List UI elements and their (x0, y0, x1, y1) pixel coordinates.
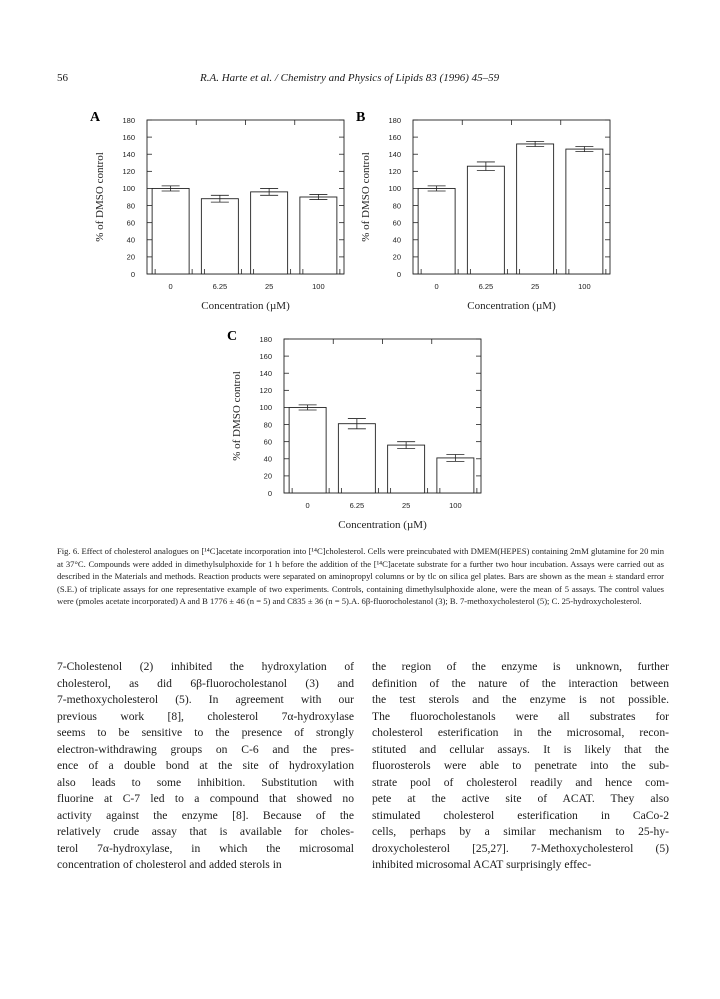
body-text-line: ence of a double bond at the site of hydroxylation (57, 759, 354, 772)
body-text-line: cholesterol, as did 6β-fluorocholestanol (3) and (57, 676, 354, 690)
x-tick-label: 100 (578, 282, 591, 291)
x-axis-title: Concentration (µM) (467, 300, 556, 312)
body-text-line: The fluorocholestanols were all substrates for (372, 709, 669, 723)
x-tick-label: 0 (305, 501, 310, 510)
x-axis-title: Concentration (µM) (338, 519, 427, 531)
body-text-line: electron-withdrawing groups on C-6 and the pres- (57, 742, 354, 756)
body-text-line: fluorine at C-7 led to a compound that showed no (57, 792, 354, 805)
body-text-line: definition of the nature of the interaction between (372, 676, 669, 690)
panel-letter: A (90, 110, 101, 125)
bar-chart-b (356, 108, 621, 323)
bar (418, 188, 455, 274)
y-tick-label: 100 (259, 403, 272, 413)
y-tick-label: 20 (126, 252, 135, 262)
body-text-line: 7-methoxycholesterol (5). In agreement with our (57, 693, 354, 706)
bar (388, 445, 425, 493)
y-tick-label: 180 (388, 115, 401, 125)
bar (300, 197, 337, 274)
body-text-line: fluorosterols were able to penetrate into the sub- (372, 759, 669, 772)
body-column-left (57, 659, 354, 874)
body-text-line: also leads to some inhibition. Substitution with (57, 775, 354, 789)
y-tick-label: 140 (388, 150, 401, 160)
body-text-line: activity against the enzyme [8]. Because of the (57, 808, 354, 822)
x-tick-label: 0 (168, 282, 173, 291)
body-text-line: relatively crude assay that is available for choles- (57, 825, 354, 838)
body-text-line: inhibited microsomal ACAT surprisingly effec- (372, 858, 592, 871)
y-tick-label: 120 (259, 386, 272, 396)
x-tick-label: 6.25 (349, 501, 365, 510)
y-tick-label: 0 (130, 269, 135, 279)
y-tick-label: 40 (126, 235, 135, 245)
body-text-line: seems to be sensitive to the presence of strongly (57, 726, 354, 739)
page-number: 56 (57, 72, 68, 84)
bar (201, 199, 238, 274)
chart-panel-b (356, 108, 621, 323)
y-tick-label: 20 (392, 252, 401, 262)
panel-letter: C (227, 329, 238, 344)
body-text-line: cells, perhaps by a similar mechanism to 25-hy- (372, 825, 669, 838)
y-tick-label: 160 (388, 132, 401, 142)
body-text-line: previous work [8], cholesterol 7α-hydroxylase (57, 709, 354, 723)
y-tick-label: 60 (392, 218, 401, 228)
chart-panel-c (227, 327, 492, 542)
y-tick-label: 100 (122, 184, 135, 194)
x-tick-label: 100 (449, 501, 462, 510)
bar (338, 424, 375, 493)
figure-caption: Fig. 6. Effect of cholesterol analogues on [¹⁴C]acetate incorporation into [¹⁴C]cholesterol. Cells were preincubated with DMEM(HEPES) containing 2mM glutamine for 20 min at 37°C. Compounds were added in dimethylsulphoxide for 1 h before the addition of the [¹⁴C]acetate substrate for a further two hour incubation. Assays were carried out as described in the Materials and methods. Reaction products were separated on aminopropyl columns or by tlc on silica gel plates. Bars are shown as the mean ± standard error (S.E.) of triplicate assays for one representative example of two experiments. Controls, containing dimethylsulphoxide alone, were the mean of 5 assays. The control values were (pmoles acetate incorporated) A and B 1776 ± 46 (n = 5) and C835 ± 36 (n = 5).A. 6β-fluorocholestanol (3); B. 7-methoxycholesterol (5); C. 25-hydroxycholesterol. (57, 546, 664, 606)
y-tick-label: 60 (126, 218, 135, 228)
x-tick-label: 6.25 (212, 282, 228, 291)
body-text-line: 7-Cholestenol (2) inhibited the hydroxylation of (57, 660, 354, 673)
body-text-line: terol 7α-hydroxylase, in which the microsomal (57, 841, 354, 855)
bar (517, 144, 554, 274)
y-tick-label: 120 (388, 167, 401, 177)
y-tick-label: 80 (126, 201, 135, 211)
panel-letter: B (356, 110, 366, 125)
y-tick-label: 40 (392, 235, 401, 245)
x-axis-title: Concentration (µM) (201, 300, 290, 312)
y-tick-label: 140 (122, 150, 135, 160)
y-tick-label: 20 (263, 471, 272, 481)
bar (289, 407, 326, 493)
bar (251, 192, 288, 274)
body-text-line: cholesterol esterification in the microsomal, recon- (372, 726, 669, 739)
x-tick-label: 6.25 (478, 282, 494, 291)
y-tick-label: 100 (388, 184, 401, 194)
y-axis-title: % of DMSO control (94, 152, 106, 242)
bar-chart-a (90, 108, 355, 323)
body-text-line: stimulated cholesterol esterification in CaCo-2 (372, 808, 669, 822)
bar (152, 188, 189, 274)
y-tick-label: 0 (267, 488, 272, 498)
y-tick-label: 160 (259, 351, 272, 361)
y-axis-title: % of DMSO control (360, 152, 372, 242)
y-tick-label: 80 (392, 201, 401, 211)
y-tick-label: 160 (122, 132, 135, 142)
bar (566, 149, 603, 274)
chart-panel-a (90, 108, 355, 323)
y-axis-title: % of DMSO control (231, 371, 243, 461)
body-text-line: the region of the enzyme is unknown, further (372, 660, 669, 673)
running-head: R.A. Harte et al. / Chemistry and Physics of Lipids 83 (1996) 45–59 (200, 72, 500, 84)
body-text-line: droxycholesterol [25,27]. 7-Methoxycholesterol (5) (372, 841, 669, 855)
y-tick-label: 60 (263, 437, 272, 447)
x-tick-label: 100 (312, 282, 325, 291)
y-tick-label: 80 (263, 420, 272, 430)
y-tick-label: 180 (259, 334, 272, 344)
bar (467, 166, 504, 274)
bar (437, 458, 474, 493)
bar-chart-c (227, 327, 492, 542)
x-tick-label: 25 (264, 282, 274, 291)
x-tick-label: 25 (530, 282, 540, 291)
y-tick-label: 40 (263, 454, 272, 464)
y-tick-label: 0 (396, 269, 401, 279)
body-text-line: concentration of cholesterol and added sterols in (57, 858, 282, 871)
y-tick-label: 140 (259, 369, 272, 379)
y-tick-label: 180 (122, 115, 135, 125)
body-text-line: strate pool of cholesterol readily and hence com- (372, 775, 669, 789)
body-text-line: pete at the active site of ACAT. They also (372, 792, 669, 805)
body-text-line: stituted and cellular assays. It is likely that the (372, 742, 669, 756)
y-tick-label: 120 (122, 167, 135, 177)
body-text-line: the test sterols and the enzyme is not possible. (372, 693, 669, 706)
x-tick-label: 0 (434, 282, 439, 291)
x-tick-label: 25 (401, 501, 411, 510)
body-column-right (372, 659, 669, 874)
